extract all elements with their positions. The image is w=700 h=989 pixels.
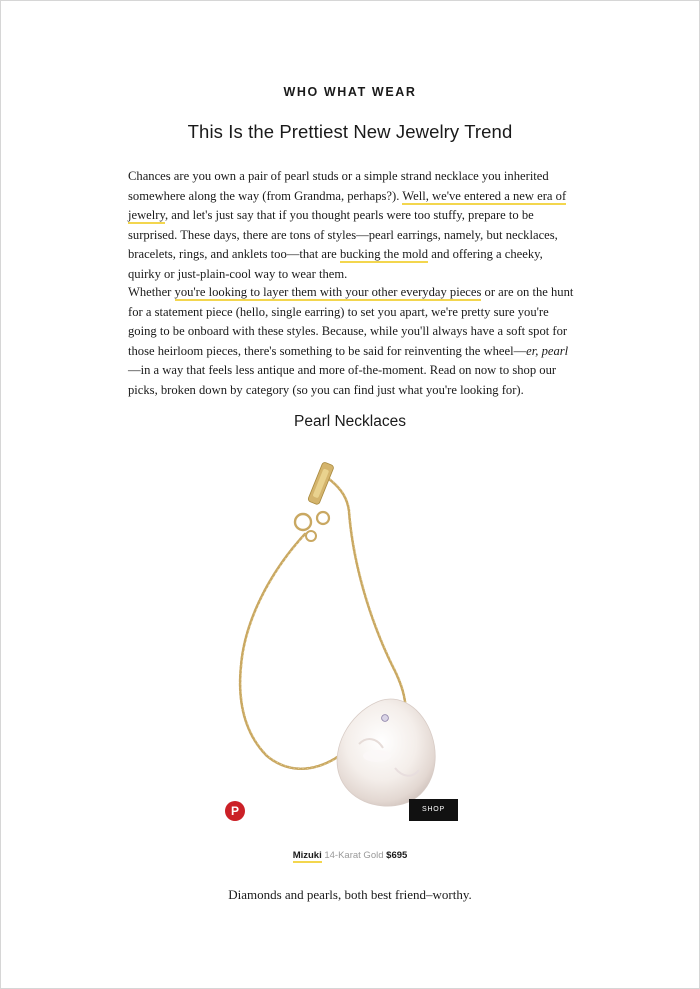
clasp [307, 462, 334, 505]
text: or are on the hunt for a statement piece (hello, single earring) to set you apart, we're pretty sure you're going to be onboard with these styles. Because, while you'll always have a soft spot for those heirloom pieces, there's something to be said for reinventing the wheel— [128, 285, 574, 358]
site-logo[interactable]: WHO WHAT WEAR [283, 85, 417, 99]
text: Chances are you own a pair of pearl studs or a simple strand necklace you inherited somewhere along the way (from Grandma, perhaps?). [128, 169, 549, 203]
text: , and let's just say that if you thought pearls were too stuffy, prepare to be surprised. These days, there are tons of styles—pearl earrings, namely, but necklaces, bracelets, rings, and anklets too—that are [128, 208, 558, 261]
second-paragraph [128, 283, 578, 400]
link-layer-everyday[interactable]: you're looking to layer them with your other everyday pieces [174, 285, 482, 299]
product-price[interactable]: $695 [386, 850, 408, 861]
link-bucking-the-mold[interactable]: bucking the mold [339, 247, 429, 261]
text: Whether [128, 285, 175, 299]
product-caption: Diamonds and pearls, both best friend–worthy. [228, 887, 472, 902]
pinterest-icon[interactable]: P [225, 801, 245, 821]
italic-text: er, pearl [526, 343, 569, 358]
text: and offering a cheeky, quirky or just-plain-cool way to wear them. [128, 247, 543, 281]
product-brand-link[interactable]: Mizuki [292, 850, 322, 861]
shop-button[interactable]: SHOP [409, 799, 458, 821]
section-heading: Pearl Necklaces [294, 413, 406, 430]
chain-right [325, 476, 406, 718]
article-title: This Is the Prettiest New Jewelry Trend [187, 121, 513, 142]
text: —in a way that feels less antique and more of-the-moment. Read on now to shop our picks, broken down by category (so you can find just what you're looking for). [128, 363, 557, 397]
product-image-pearl-necklace[interactable] [227, 456, 477, 816]
diamond [382, 715, 389, 722]
intro-paragraph [128, 167, 578, 284]
product-credit [1, 850, 699, 861]
link-new-era-jewelry[interactable]: Well, we've entered a new era of jewelry [128, 188, 567, 222]
product-material[interactable]: 14-Karat Gold [324, 850, 384, 861]
